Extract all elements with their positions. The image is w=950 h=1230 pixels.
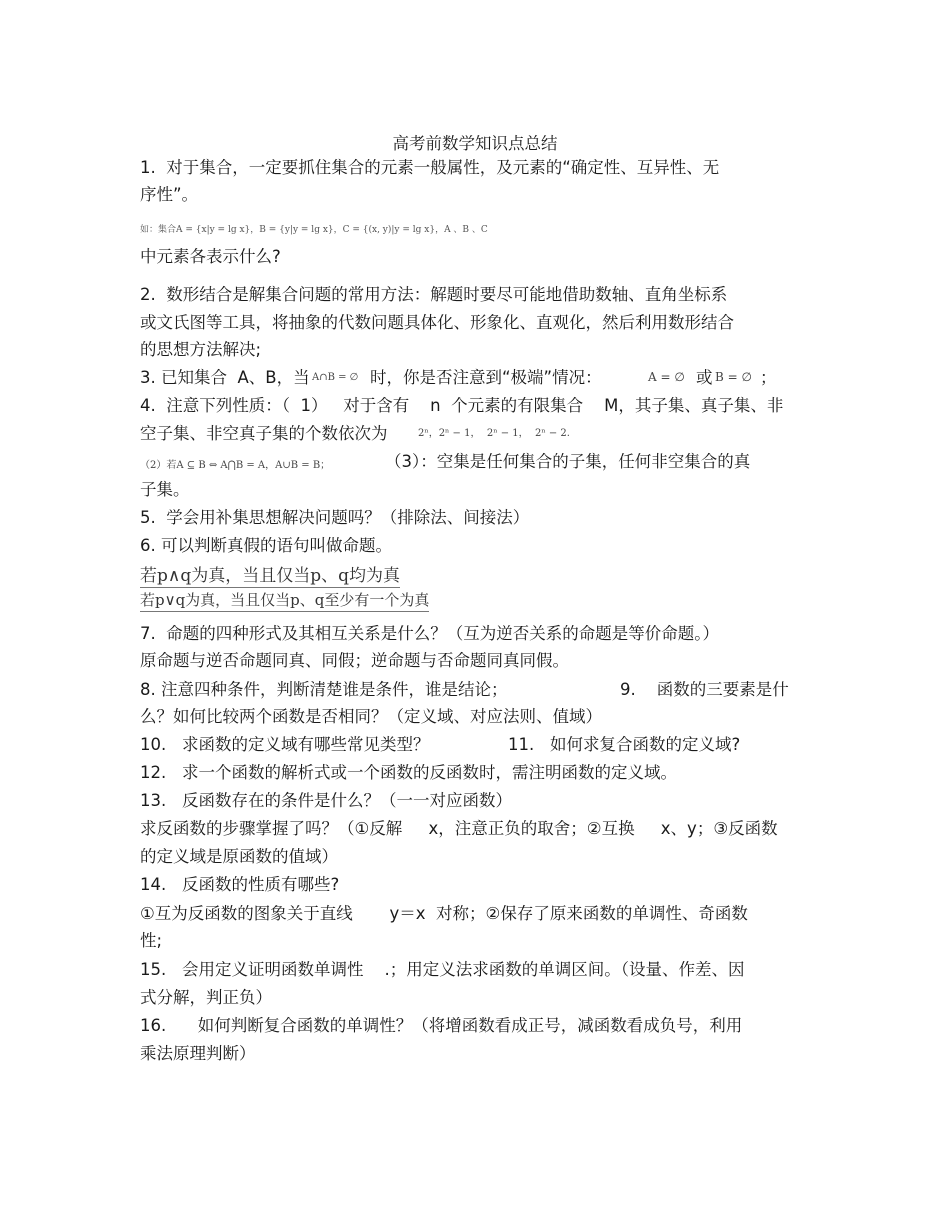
item-7-line-1: 7. 命题的四种形式及其相互关系是什么？（互为逆否关系的命题是等价命题。） <box>140 624 719 643</box>
item-3-text-start: 3. 已知集合 A、B，当 <box>140 368 310 387</box>
a-empty-formula: A = ∅ <box>648 370 685 384</box>
item-1-line-2: 序性”。 <box>140 185 199 204</box>
prop-and-formula: 若p∧q为真，当且仅当p、q均为真 <box>140 561 400 588</box>
item-1-line-1: 1. 对于集合，一定要抓住集合的元素一般属性，及元素的“确定性、互异性、无 <box>140 158 720 177</box>
item-14-line-3: 性; <box>140 931 163 950</box>
item-3-end: ； <box>760 368 777 387</box>
item-4-line-3: （3）：空集是任何集合的子集，任何非空集合的真 <box>385 452 751 471</box>
sets-example-formula: 如：集合A = {x|y = lg x}，B = {y|y = lg x}，C = {(x, y)|y = lg x}，A 、B 、C <box>140 225 488 235</box>
item-3-or: 或 <box>696 368 713 387</box>
item-15-line-1: 15. 会用定义证明函数单调性 .；用定义法求函数的单调区间。（设量、作差、因 <box>140 960 745 979</box>
item-13-line-2: 求反函数的步骤掌握了吗？（①反解 x，注意正负的取舍；②互换 x、y；③反函数 <box>140 819 778 838</box>
item-2-line-1: 2. 数形结合是解集合问题的常用方法：解题时要尽可能地借助数轴、直角坐标系 <box>140 285 728 304</box>
item-9-line-1: 9. 函数的三要素是什 <box>620 680 789 699</box>
item-1-line-3: 中元素各表示什么? <box>140 247 281 266</box>
item-4-line-1: 4. 注意下列性质：（ 1） 对于含有 n 个元素的有限集合 M，其子集、真子集、非 <box>140 396 784 415</box>
prop-or-formula: 若p∨q为真，当且仅当p、q至少有一个为真 <box>140 589 429 612</box>
item-10: 10. 求函数的定义域有哪些常见类型？ <box>140 735 430 754</box>
item-11: 11. 如何求复合函数的定义域? <box>508 735 741 754</box>
item-6: 6. 可以判断真假的语句叫做命题。 <box>140 536 392 555</box>
item-16-line-2: 乘法原理判断） <box>140 1044 256 1063</box>
item-14-line-1: 14. 反函数的性质有哪些? <box>140 875 340 894</box>
b-empty-formula: B = ∅ <box>715 370 752 384</box>
page-title: 高考前数学知识点总结 <box>392 134 558 153</box>
item-4-line-2: 空子集、非空真子集的个数依次为 <box>140 424 388 443</box>
item-14-line-2: ①互为反函数的图象关于直线 y＝x 对称；②保存了原来函数的单调性、奇函数 <box>140 904 748 923</box>
item-12: 12. 求一个函数的解析式或一个函数的反函数时，需注明函数的定义域。 <box>140 763 677 782</box>
item-15-line-2: 式分解，判正负） <box>140 988 272 1007</box>
subset-property-formula: （2）若A ⊆ B ⇔ A⋂B = A，A∪B = B； <box>140 460 331 471</box>
intersection-empty-formula: A∩B = ∅ <box>312 372 359 383</box>
item-2-line-3: 的思想方法解决; <box>140 340 262 359</box>
item-13-line-3: 的定义域是原函数的值域） <box>140 847 338 866</box>
subset-count-formula: 2ⁿ，2ⁿ − 1， 2ⁿ − 1， 2ⁿ − 2. <box>418 428 570 439</box>
item-3-text-middle: 时，你是否注意到“极端”情况： <box>370 368 602 387</box>
item-4-line-4: 子集。 <box>140 480 190 499</box>
item-16-line-1: 16. 如何判断复合函数的单调性？（将增函数看成正号，减函数看成负号，利用 <box>140 1016 743 1035</box>
item-8: 8. 注意四种条件，判断清楚谁是条件，谁是结论； <box>140 680 508 699</box>
item-9-line-2: 么？如何比较两个函数是否相同？（定义域、对应法则、值域） <box>140 707 602 726</box>
item-13-line-1: 13. 反函数存在的条件是什么？（一一对应函数） <box>140 791 512 810</box>
item-5: 5. 学会用补集思想解决问题吗？（排除法、间接法） <box>140 508 530 527</box>
item-7-line-2: 原命题与逆否命题同真、同假；逆命题与否命题同真同假。 <box>140 651 569 670</box>
item-2-line-2: 或文氏图等工具，将抽象的代数问题具体化、形象化、直观化，然后利用数形结合 <box>140 313 734 332</box>
